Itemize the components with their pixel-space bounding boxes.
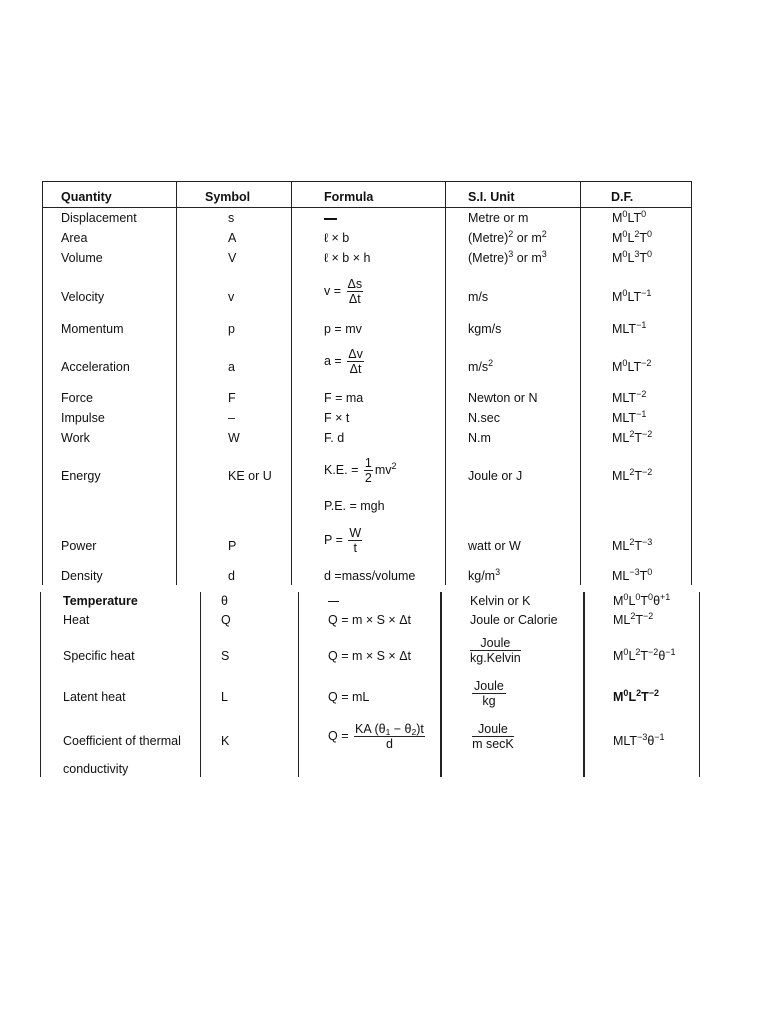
header-quantity: Quantity bbox=[61, 190, 112, 204]
symbol-cell: p bbox=[228, 322, 235, 336]
formula-cell: Q = mL bbox=[328, 690, 370, 704]
fraction: $\frac{\text{Joule}}{kg}$ bbox=[474, 679, 504, 708]
unit-cell: kgm/s bbox=[468, 322, 502, 336]
table-top-rule bbox=[42, 181, 692, 182]
formula-cell: F × t bbox=[324, 411, 350, 425]
df-cell: $M^0LT^{-1}$ bbox=[612, 288, 652, 304]
formula-cell: ℓ × b bbox=[324, 231, 350, 245]
formula-cell: F. d bbox=[324, 431, 345, 445]
fraction: $\frac{\Delta s}{\Delta t}$ bbox=[347, 277, 363, 306]
formula-cell: Q = m × S × Δt bbox=[328, 649, 412, 663]
symbol-cell: P bbox=[228, 539, 237, 553]
symbol-cell: A bbox=[228, 231, 237, 245]
unit-cell: watt or W bbox=[468, 539, 521, 553]
symbol-cell: – bbox=[228, 411, 235, 425]
df-cell: $ML^2T^{-2}$ bbox=[612, 467, 653, 483]
df-cell: $MLT^{-2}$ bbox=[612, 389, 647, 405]
fraction: $\frac{\text{Joule}}{\text{kg.Kelvin}}$ bbox=[470, 636, 521, 665]
symbol-cell: θ bbox=[221, 594, 228, 608]
column-divider bbox=[42, 181, 43, 585]
quantity-cell: Coefficient of thermal bbox=[63, 734, 181, 748]
symbol-cell: a bbox=[228, 360, 235, 374]
column-divider bbox=[583, 592, 585, 777]
quantity-cell: Acceleration bbox=[61, 360, 130, 374]
df-cell: $M^0L^3T^0$ bbox=[612, 249, 653, 265]
unit-cell bbox=[470, 636, 521, 665]
df-cell: $MLT^{-3}\theta^{-1}$ bbox=[613, 732, 665, 748]
quantity-cell: Volume bbox=[61, 251, 103, 265]
unit-cell bbox=[472, 722, 514, 751]
df-cell: $M^0L^0T^0\theta^{+1}$ bbox=[613, 592, 671, 608]
header-rule bbox=[42, 207, 692, 208]
quantity-cell: Displacement bbox=[61, 211, 137, 225]
column-divider bbox=[440, 592, 442, 777]
symbol-cell: W bbox=[228, 431, 240, 445]
column-divider bbox=[298, 592, 299, 777]
formula-cell: v = $\frac{\Delta s}{\Delta t}$ bbox=[324, 277, 363, 306]
unit-cell: m/s bbox=[468, 290, 489, 304]
fraction: $\frac{KA (\theta_1 - \theta_2)t}{d}$ bbox=[354, 722, 424, 751]
quantity-cell: Power bbox=[61, 539, 97, 553]
column-divider bbox=[691, 181, 692, 585]
column-divider bbox=[580, 181, 581, 585]
quantity-cell-continued: conductivity bbox=[63, 762, 129, 776]
header-si-unit: S.I. Unit bbox=[468, 190, 515, 204]
unit-cell: Kelvin or K bbox=[470, 594, 531, 608]
formula-cell-secondary: P.E. = mgh bbox=[324, 499, 385, 513]
quantity-cell: Temperature bbox=[63, 594, 138, 608]
quantity-cell: Area bbox=[61, 231, 88, 245]
df-cell: $ML^2T^{-3}$ bbox=[612, 537, 653, 553]
formula-cell: a = $\frac{\Delta v}{\Delta t}$ bbox=[324, 347, 363, 376]
symbol-cell: s bbox=[228, 211, 235, 225]
quantity-cell: Density bbox=[61, 569, 103, 583]
unit-cell: N.m bbox=[468, 431, 491, 445]
df-cell: $MLT^{-1}$ bbox=[612, 409, 647, 425]
symbol-cell: Q bbox=[221, 613, 231, 627]
column-divider bbox=[291, 181, 292, 585]
unit-cell: $kg/m^3$ bbox=[468, 567, 501, 583]
em-dash-mark bbox=[324, 218, 337, 220]
unit-cell: Metre or m bbox=[468, 211, 529, 225]
formula-cell: Q = $\frac{KA (\theta_1 - \theta_2)t}{d}$ bbox=[328, 722, 424, 751]
df-cell: $M^0L^2T^{-2}$ bbox=[613, 688, 659, 704]
unit-cell bbox=[472, 679, 506, 708]
formula-cell: F = ma bbox=[324, 391, 364, 405]
formula-cell: Q = m × S × Δt bbox=[328, 613, 412, 627]
symbol-cell: d bbox=[228, 569, 235, 583]
header-formula: Formula bbox=[324, 190, 374, 204]
quantity-cell: Impulse bbox=[61, 411, 105, 425]
df-cell: $ML^2T^{-2}$ bbox=[612, 429, 653, 445]
fraction: $\frac{W}{t}$ bbox=[349, 526, 362, 555]
header-df: D.F. bbox=[611, 190, 634, 204]
symbol-cell: L bbox=[221, 690, 228, 704]
quantity-cell: Velocity bbox=[61, 290, 105, 304]
formula-cell: K.E. = $\frac{1}{2}$ $mv^2$ bbox=[324, 456, 397, 485]
df-cell: $M^0LT^{-2}$ bbox=[612, 358, 652, 374]
column-divider bbox=[200, 592, 201, 777]
symbol-cell: K bbox=[221, 734, 230, 748]
symbol-cell: V bbox=[228, 251, 237, 265]
quantity-cell: Momentum bbox=[61, 322, 124, 336]
fraction: $\frac{1}{2}$ bbox=[364, 456, 372, 485]
df-cell: $MLT^{-1}$ bbox=[612, 320, 647, 336]
quantity-cell: Work bbox=[61, 431, 90, 445]
header-symbol: Symbol bbox=[205, 190, 251, 204]
unit-cell: Newton or N bbox=[468, 391, 538, 405]
unit-cell: Joule or Calorie bbox=[470, 613, 558, 627]
quantity-cell: Heat bbox=[63, 613, 90, 627]
column-divider bbox=[445, 181, 446, 585]
symbol-cell: S bbox=[221, 649, 230, 663]
formula-cell: P = $\frac{W}{t}$ bbox=[324, 526, 362, 555]
df-cell: $M^0L^2T^{-2}\theta^{-1}$ bbox=[613, 647, 676, 663]
formula-cell: ℓ × b × h bbox=[324, 251, 371, 265]
formula-cell: d =mass/volume bbox=[324, 569, 416, 583]
df-cell: $ML^{-3}T^0$ bbox=[612, 567, 653, 583]
quantity-cell: Latent heat bbox=[63, 690, 126, 704]
symbol-cell: KE or U bbox=[228, 469, 272, 483]
unit-cell: N.sec bbox=[468, 411, 500, 425]
symbol-cell: v bbox=[228, 290, 235, 304]
quantity-cell: Energy bbox=[61, 469, 101, 483]
df-cell: $ML^2T^{-2}$ bbox=[613, 611, 654, 627]
quantity-cell: Specific heat bbox=[63, 649, 135, 663]
fraction: $\frac{\text{Joule}}{\text{m secK}}$ bbox=[472, 722, 514, 751]
unit-cell: (Metre)$^2$ or $m^2$ bbox=[468, 229, 547, 245]
symbol-cell: F bbox=[228, 391, 236, 405]
column-divider bbox=[40, 592, 41, 777]
quantity-cell: Force bbox=[61, 391, 93, 405]
column-divider bbox=[176, 181, 177, 585]
column-divider bbox=[699, 592, 700, 777]
formula-cell bbox=[324, 211, 337, 225]
df-cell: $M^0L^2T^0$ bbox=[612, 229, 653, 245]
unit-cell: Joule or J bbox=[468, 469, 523, 483]
unit-cell: $m/s^2$ bbox=[468, 358, 494, 374]
df-cell: $M^0LT^0$ bbox=[612, 209, 647, 225]
formula-cell bbox=[328, 594, 339, 608]
unit-cell: (Metre)$^3$ or $m^3$ bbox=[468, 249, 547, 265]
em-dash-mark bbox=[328, 601, 339, 602]
formula-cell: p = mv bbox=[324, 322, 362, 336]
fraction: $\frac{\Delta v}{\Delta t}$ bbox=[348, 347, 363, 376]
